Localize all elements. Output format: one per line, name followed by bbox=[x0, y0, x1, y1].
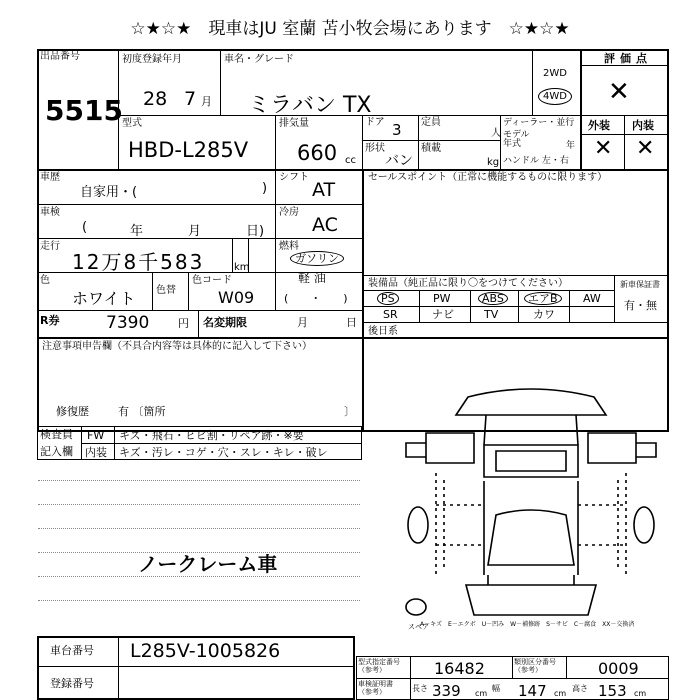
model-label: 型式 bbox=[122, 118, 142, 129]
door-label: ドア bbox=[365, 117, 385, 128]
name-change-label: 名変期限 bbox=[203, 316, 247, 329]
history-value: 自家用・( bbox=[80, 185, 138, 200]
equip-pw: PW bbox=[433, 292, 451, 305]
recycle-label: R券 bbox=[40, 314, 60, 327]
interior-value: ✕ bbox=[636, 136, 655, 161]
spare-label: スペア bbox=[408, 623, 429, 631]
load-label: 積載 bbox=[421, 143, 441, 154]
page-header: ☆★☆★ 現車はJU 室蘭 苫小牧会場にあります ☆★☆★ bbox=[130, 19, 570, 39]
cert-label: 車検証明書 （参考） bbox=[358, 680, 393, 696]
equip-tv: TV bbox=[484, 308, 499, 321]
car-name-value: ミラバン TX bbox=[248, 93, 372, 118]
ac-label: 冷房 bbox=[279, 207, 299, 218]
ac-value: AC bbox=[312, 214, 338, 236]
registration-month: 7 bbox=[184, 88, 197, 110]
shift-value: AT bbox=[312, 179, 336, 201]
shape-label: 形状 bbox=[365, 143, 385, 154]
mileage-label: 走行 bbox=[40, 241, 60, 252]
exterior-value: ✕ bbox=[594, 136, 613, 161]
rating-value: ✕ bbox=[608, 77, 630, 107]
equip-navi: ナビ bbox=[432, 308, 454, 321]
fuel-label: 燃料 bbox=[279, 241, 299, 252]
category-label: 類別区分番号 （参考） bbox=[514, 658, 556, 674]
color-label: 色 bbox=[40, 275, 50, 286]
category-value: 0009 bbox=[598, 659, 639, 678]
rating-label: 評価点 bbox=[604, 52, 652, 65]
entry-label: 記入欄 bbox=[40, 445, 73, 458]
shape-value: バン bbox=[385, 153, 413, 169]
fuel-gasoline: ガソリン bbox=[290, 251, 344, 266]
equip-airbag: エアB bbox=[524, 292, 562, 305]
interior-label: 内装 bbox=[632, 119, 654, 132]
warranty-label: 新車保証書 bbox=[620, 280, 660, 289]
equip-aw: AW bbox=[583, 292, 601, 305]
inspector-label: 検査員 bbox=[40, 428, 73, 441]
car-name-label: 車名・グレード bbox=[224, 54, 294, 65]
dealer-label: ディーラー・並行 bbox=[503, 118, 575, 128]
exterior-label: 外装 bbox=[588, 119, 610, 132]
equip-sr: SR bbox=[383, 308, 398, 321]
notes-label: 注意事項申告欄（不具合内容等は具体的に記入して下さい） bbox=[42, 341, 312, 352]
rear-seat-label: 後日系 bbox=[368, 326, 398, 337]
equip-abs: ABS bbox=[478, 292, 508, 305]
color-code: W09 bbox=[218, 288, 255, 307]
displacement-label: 排気量 bbox=[279, 118, 309, 129]
no-claim-stamp: ノークレーム車 bbox=[138, 552, 278, 576]
door-value: 3 bbox=[392, 121, 402, 139]
registration-year: 28 bbox=[143, 88, 168, 110]
chassis-label: 車台番号 bbox=[50, 644, 94, 657]
type-designation-label: 型式指定番号 （参考） bbox=[358, 658, 400, 674]
mileage-value: 12万8千583 bbox=[72, 250, 205, 274]
fuel-light-oil: 軽 油 bbox=[298, 271, 326, 285]
registration-label: 初度登録年月 bbox=[122, 54, 182, 65]
model-value: HBD-L285V bbox=[128, 138, 249, 162]
equipment-label: 装備品（純正品に限り〇をつけてください） bbox=[368, 278, 568, 289]
displacement-value: 660 bbox=[297, 141, 338, 165]
type-designation-value: 16482 bbox=[434, 659, 485, 678]
lot-label: 出品番号 bbox=[40, 51, 80, 62]
color-value: ホワイト bbox=[72, 289, 136, 308]
drive-2wd: 2WD bbox=[543, 68, 567, 79]
reg-number-label: 登録番号 bbox=[50, 677, 94, 690]
capacity-label: 定員 bbox=[421, 117, 441, 128]
shift-label: シフト bbox=[279, 172, 309, 183]
car-diagram bbox=[396, 385, 666, 625]
warranty-value: 有・無 bbox=[624, 299, 657, 312]
sales-point-label: セールスポイント（正常に機能するものに限ります） bbox=[368, 172, 608, 183]
chassis-value: L285V-1005826 bbox=[130, 640, 281, 662]
lot-number: 5515 bbox=[45, 94, 123, 127]
equip-leather: カワ bbox=[533, 308, 555, 321]
drive-4wd: 4WD bbox=[538, 88, 572, 105]
width-value: 147 bbox=[518, 682, 547, 700]
length-value: 339 bbox=[432, 682, 461, 700]
height-value: 153 bbox=[598, 682, 627, 700]
repair-label: 修復歴 bbox=[56, 405, 89, 418]
damage-legend: A－キズ E－エクボ U－凹み W－補修跡 S－サビ C－腐食 XX－交換済 bbox=[420, 621, 635, 628]
repair-value: 有 〔箇所 bbox=[118, 405, 166, 418]
recycle-value: 7390 bbox=[106, 313, 150, 333]
inspection-label: 車検 bbox=[40, 207, 60, 218]
equip-ps: PS bbox=[377, 292, 399, 305]
history-label: 車歴 bbox=[40, 172, 60, 183]
